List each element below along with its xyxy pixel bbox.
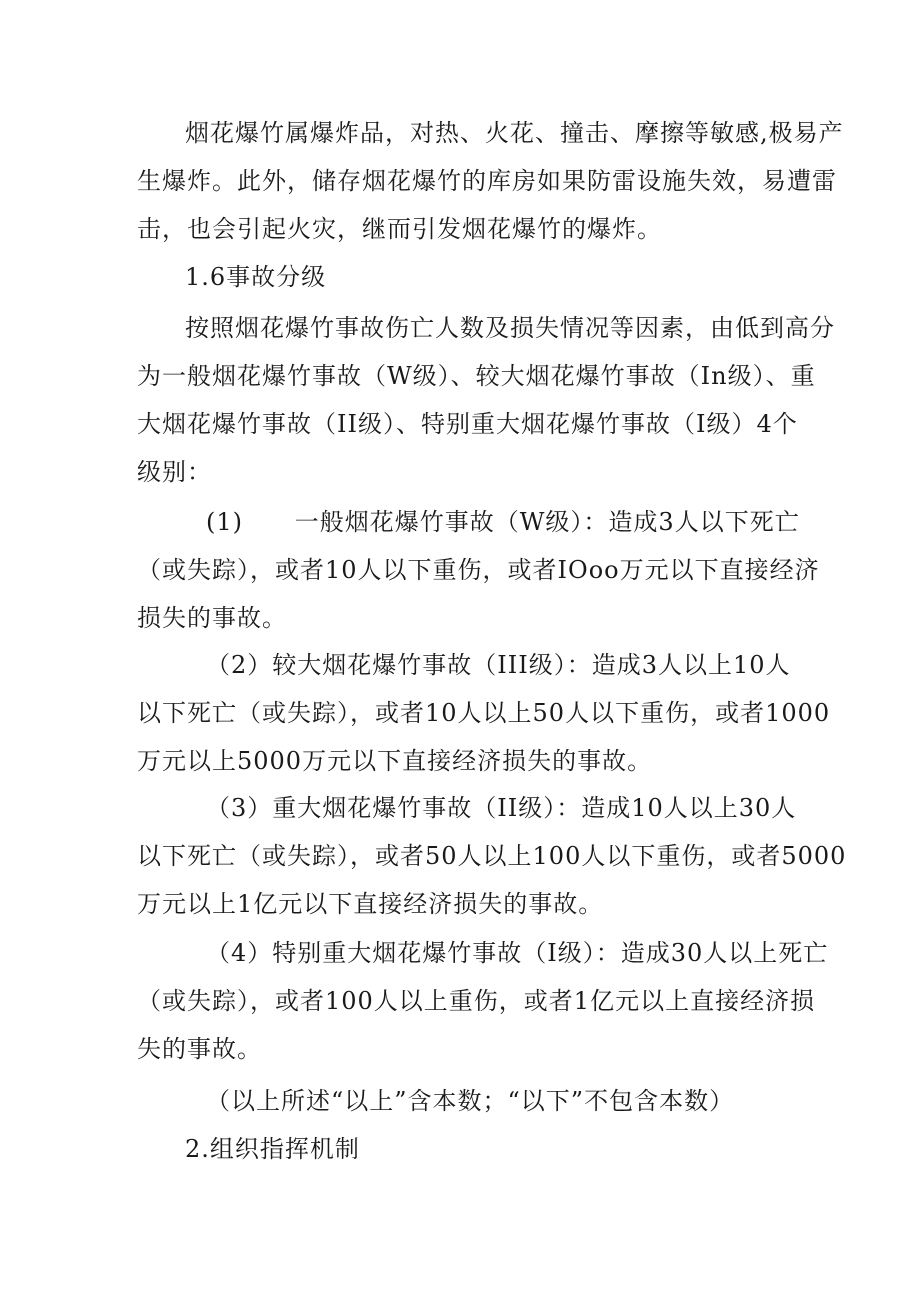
note-line: （以上所述“以上”含本数；“以下”不包含本数） <box>206 1087 735 1115</box>
list-item-line: (1) 一般烟花爆竹事故（W级）：造成3人以下死亡 <box>206 508 800 536</box>
list-item-line: 损失的事故。 <box>137 604 287 632</box>
paragraph-line: 为一般烟花爆竹事故（W级）、较大烟花爆竹事故（In级）、重 <box>137 362 816 390</box>
paragraph-line: 生爆炸。此外，储存烟花爆竹的库房如果防雷设施失效，易遭雷 <box>137 167 837 195</box>
list-item-line: （或失踪），或者100人以上重伤，或者1亿元以上直接经济损 <box>137 987 816 1015</box>
paragraph-line: 烟花爆竹属爆炸品，对热、火花、撞击、摩擦等敏感,极易产 <box>185 119 844 147</box>
list-item-line: 失的事故。 <box>137 1035 262 1063</box>
list-item-line: 以下死亡（或失踪），或者10人以上50人以下重伤，或者1000 <box>137 699 831 727</box>
paragraph-line: 级别： <box>137 458 212 486</box>
list-item-line: 以下死亡（或失踪），或者50人以上100人以下重伤，或者5000 <box>137 842 847 870</box>
list-item-line: 万元以上1亿元以下直接经济损失的事故。 <box>137 890 604 918</box>
paragraph-line: 按照烟花爆竹事故伤亡人数及损失情况等因素，由低到高分 <box>185 314 835 342</box>
list-item-line: （或失踪），或者10人以下重伤，或者IOoo万元以下直接经济 <box>137 556 820 584</box>
section-heading: 2.组织指挥机制 <box>185 1135 360 1163</box>
section-heading: 1.6事故分级 <box>185 263 327 291</box>
list-item-line: （2）较大烟花爆竹事故（III级）：造成3人以上10人 <box>206 651 791 679</box>
paragraph-line: 大烟花爆竹事故（II级）、特别重大烟花爆竹事故（I级）4个 <box>137 410 798 438</box>
list-item-line: （3）重大烟花爆竹事故（II级）：造成10人以上30人 <box>206 794 797 822</box>
paragraph-line: 击，也会引起火灾，继而引发烟花爆竹的爆炸。 <box>137 215 662 243</box>
list-item-line: 万元以上5000万元以下直接经济损失的事故。 <box>137 747 653 775</box>
list-item-line: （4）特别重大烟花爆竹事故（I级）：造成30人以上死亡 <box>206 939 829 967</box>
